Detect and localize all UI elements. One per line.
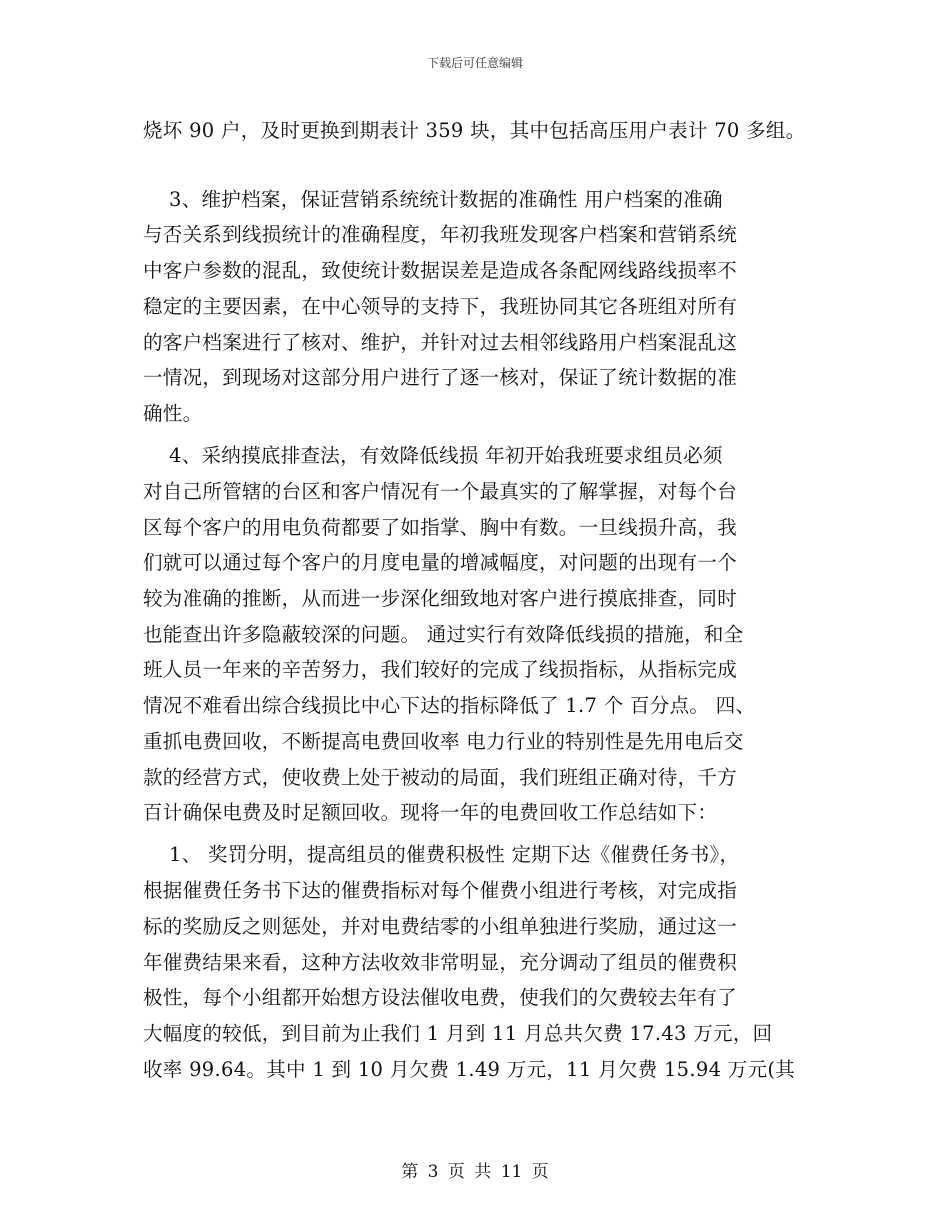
text-line: 极性，每个小组都开始想方设法催收电费，使我们的欠费较去年有了 [143,986,738,1009]
text-line: 4、采纳摸底排查法，有效降低线损 年初开始我班要求组员必须 [143,444,723,467]
text-line: 确性。 [143,402,203,425]
text-line: 中客户参数的混乱，致使统计数据误差是造成各条配网线路线损率不 [143,259,738,282]
text-line: 一情况，到现场对这部分用户进行了逐一核对，保证了统计数据的准 [143,366,738,389]
text-line: 班人员一年来的辛苦努力，我们较好的完成了线损指标，从指标完成 [143,658,738,681]
text-line: 根据催费任务书下达的催费指标对每个催费小组进行考核，对完成指 [143,879,738,902]
text-line: 们就可以通过每个客户的月度电量的增减幅度，对问题的出现有一个 [143,551,738,574]
page-number: 第 3 页 共 11 页 [401,1162,549,1182]
page-header-note: 下载后可任意编辑 [426,56,523,70]
text-line: 也能查出许多隐蔽较深的问题。 通过实行有效降低线损的措施，和全 [143,623,744,646]
text-line: 的客户档案进行了核对、维护，并针对过去相邻线路用户档案混乱这 [143,331,738,354]
text-line: 稳定的主要因素，在中心领导的支持下，我班协同其它各班组对所有 [143,295,738,318]
text-line: 百计确保电费及时足额回收。现将一年的电费回收工作总结如下： [143,801,718,824]
text-line: 标的奖励反之则惩处，并对电费结零的小组单独进行奖励，通过这一 [143,915,738,938]
text-line: 较为准确的推断，从而进一步深化细致地对客户进行摸底排查，同时 [143,587,738,610]
text-line: 与否关系到线损统计的准确程度，年初我班发现客户档案和营销系统 [143,223,738,246]
text-line: 大幅度的较低，到目前为止我们 1 月到 11 月总共欠费 17.43 万元，回 [143,1022,773,1045]
text-line: 款的经营方式，使收费上处于被动的局面，我们班组正确对待，千方 [143,766,738,789]
text-line: 收率 99.64。其中 1 到 10 月欠费 1.49 万元，11 月欠费 15.94 万元(其 [143,1058,796,1081]
text-line: 情况不难看出综合线损比中心下达的指标降低了 1.7 个 百分点。 四、 [143,694,756,717]
text-line: 烧坏 90 户，及时更换到期表计 359 块，其中包括高压用户表计 70 多组。 [143,119,806,142]
text-line: 重抓电费回收，不断提高电费回收率 电力行业的特别性是先用电后交 [143,730,744,753]
text-line: 年催费结果来看，这种方法收效非常明显，充分调动了组员的催费积 [143,951,738,974]
text-line: 区每个客户的用电负荷都要了如指掌、胸中有数。一旦线损升高，我 [143,516,738,539]
text-line: 对自己所管辖的台区和客户情况有一个最真实的了解掌握，对每个台 [143,480,738,503]
text-line: 1、 奖罚分明，提高组员的催费积极性 定期下达《催费任务书》， [143,843,740,866]
text-line: 3、维护档案，保证营销系统统计数据的准确性 用户档案的准确 [143,188,723,211]
